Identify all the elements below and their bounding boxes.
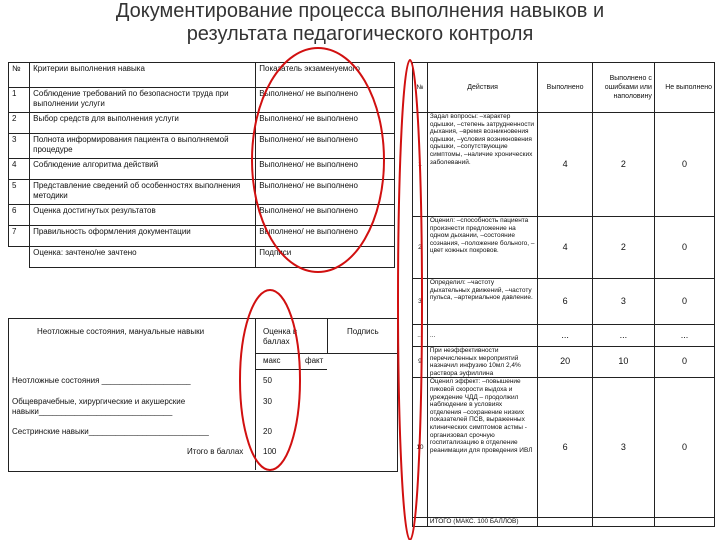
actions-footer-row (413, 518, 715, 527)
criteria-text: Соблюдение алгоритма действий (30, 159, 256, 180)
skills-header-fact: факт (305, 356, 324, 365)
action-half: 2 (592, 113, 654, 217)
title-line-2: результата педагогического контроля (186, 23, 534, 45)
criteria-indicator: Выполнено/ не выполнено (256, 159, 395, 180)
criteria-indicator: Выполнено/ не выполнено (256, 134, 395, 159)
skills-row-label: Сестринские навыки___________________________ (12, 427, 209, 436)
criteria-indicator: Выполнено/ не выполнено (256, 180, 395, 205)
page-title (0, 0, 720, 46)
action-text: Задал вопросы: –характер одышки, –степень затрудненности дыхания, –время возникновения одышки, –условия возникновения одышки, –сопутствующие симптомы, –наличие хронических заболеваний. (427, 113, 538, 217)
table-row (413, 279, 715, 325)
action-num: 9 (413, 347, 428, 378)
table-row (413, 347, 715, 378)
action-text: Определил: –частоту дыхательных движений, –частоту пульса, –артериальное давление. (427, 279, 538, 325)
criteria-num: 1 (9, 88, 30, 113)
table-row (9, 134, 395, 159)
criteria-grade: Оценка: зачтено/не зачтено (30, 247, 256, 268)
action-text: Оценил эффект: –повышение пиковой скорости выдоха и уреждение ЧДД – продолжил наблюдение в условиях отделения –сохранение низких показателей ПСВ, выраженных клинических симптомов астмы - организовал срочную госпитализацию в отделение реанимации для проведения ИВЛ (427, 378, 538, 518)
table-row (413, 113, 715, 217)
skills-total-label: Итого в баллах (187, 447, 244, 456)
criteria-indicator: Выполнено/ не выполнено (256, 205, 395, 226)
action-half: ... (592, 325, 654, 347)
action-done: ... (538, 325, 592, 347)
criteria-text: Правильность оформления документации (30, 226, 256, 247)
action-not: 0 (654, 378, 714, 518)
action-done: 20 (538, 347, 592, 378)
skills-row-max: 50 (263, 376, 272, 385)
action-num: 1 (413, 113, 428, 217)
action-not: 0 (654, 113, 714, 217)
skills-row-label: Неотложные состояния ____________________ (12, 376, 191, 385)
action-done: 4 (538, 217, 592, 279)
criteria-num: 5 (9, 180, 30, 205)
skills-row-max: 30 (263, 397, 272, 406)
criteria-text: Выбор средств для выполнения услуги (30, 113, 256, 134)
criteria-text: Полнота информирования пациента о выполняемой процедуре (30, 134, 256, 159)
action-half: 2 (592, 217, 654, 279)
action-done: 6 (538, 378, 592, 518)
action-text: ... (427, 325, 538, 347)
criteria-header-criterion: Критерии выполнения навыка (30, 63, 256, 88)
table-row (413, 378, 715, 518)
actions-table (412, 62, 715, 527)
skills-table (8, 318, 398, 472)
criteria-num: 2 (9, 113, 30, 134)
table-row (9, 159, 395, 180)
table-row (9, 113, 395, 134)
action-half: 3 (592, 279, 654, 325)
criteria-footer-row (9, 247, 395, 268)
criteria-header-num: № (9, 63, 30, 88)
title-line-1: Документирование процесса выполнения навыков и (115, 0, 605, 22)
action-text: При неэффективности перечисленных мероприятий назначил инфузию 10мл 2,4% раствора эуфиллина (427, 347, 538, 378)
action-half: 10 (592, 347, 654, 378)
action-not: 0 (654, 279, 714, 325)
action-not: 0 (654, 347, 714, 378)
action-num: ... (413, 325, 428, 347)
skills-row-max: 20 (263, 427, 272, 436)
table-row (413, 325, 715, 347)
criteria-text: Оценка достигнутых результатов (30, 205, 256, 226)
skills-total-max: 100 (263, 447, 277, 456)
criteria-num: 4 (9, 159, 30, 180)
action-num: 10 (413, 378, 428, 518)
criteria-indicator: Выполнено/ не выполнено (256, 88, 395, 113)
table-row (9, 205, 395, 226)
actions-header-action: Действия (427, 63, 538, 113)
criteria-num: 7 (9, 226, 30, 247)
criteria-indicator: Выполнено/ не выполнено (256, 113, 395, 134)
skills-header-max: макс (263, 356, 281, 365)
criteria-header-indicator: Показатель экзаменуемого (256, 63, 395, 88)
table-row (9, 88, 395, 113)
action-num: 2 (413, 217, 428, 279)
criteria-text: Представление сведений об особенностях выполнения методики (30, 180, 256, 205)
table-row (413, 217, 715, 279)
table-row (9, 226, 395, 247)
actions-footer-total: ИТОГО (МАКС. 100 БАЛЛОВ) (427, 518, 538, 527)
criteria-indicator: Выполнено/ не выполнено (256, 226, 395, 247)
action-done: 4 (538, 113, 592, 217)
criteria-num: 3 (9, 134, 30, 159)
actions-header-done: Выполнено (538, 63, 592, 113)
actions-header-not-done: Не выполнено (654, 63, 714, 113)
actions-header-row (413, 63, 715, 113)
table-row (9, 180, 395, 205)
criteria-table (8, 62, 395, 268)
actions-header-done-errors: Выполнено с ошибками или наполовину (592, 63, 654, 113)
skills-header-category: Неотложные состояния, мануальные навыки (37, 327, 205, 336)
criteria-signatures: Подписи (256, 247, 395, 268)
action-not: ... (654, 325, 714, 347)
criteria-header-row (9, 63, 395, 88)
action-num: 3 (413, 279, 428, 325)
actions-header-num: № (413, 63, 428, 113)
action-text: Оценил: –способность пациента произнести предложение на одном дыхании, –состояние сознания, –положение больного, –цвет кожных покровов. (427, 217, 538, 279)
action-done: 6 (538, 279, 592, 325)
action-half: 3 (592, 378, 654, 518)
skills-header-signature: Подпись (347, 327, 379, 336)
action-not: 0 (654, 217, 714, 279)
criteria-text: Соблюдение требований по безопасности труда при выполнении услуги (30, 88, 256, 113)
criteria-num: 6 (9, 205, 30, 226)
skills-header-score: Оценка в баллах (263, 327, 298, 346)
skills-row-label: Общеврачебные, хирургические и акушерские навыки______________________________ (12, 397, 186, 416)
